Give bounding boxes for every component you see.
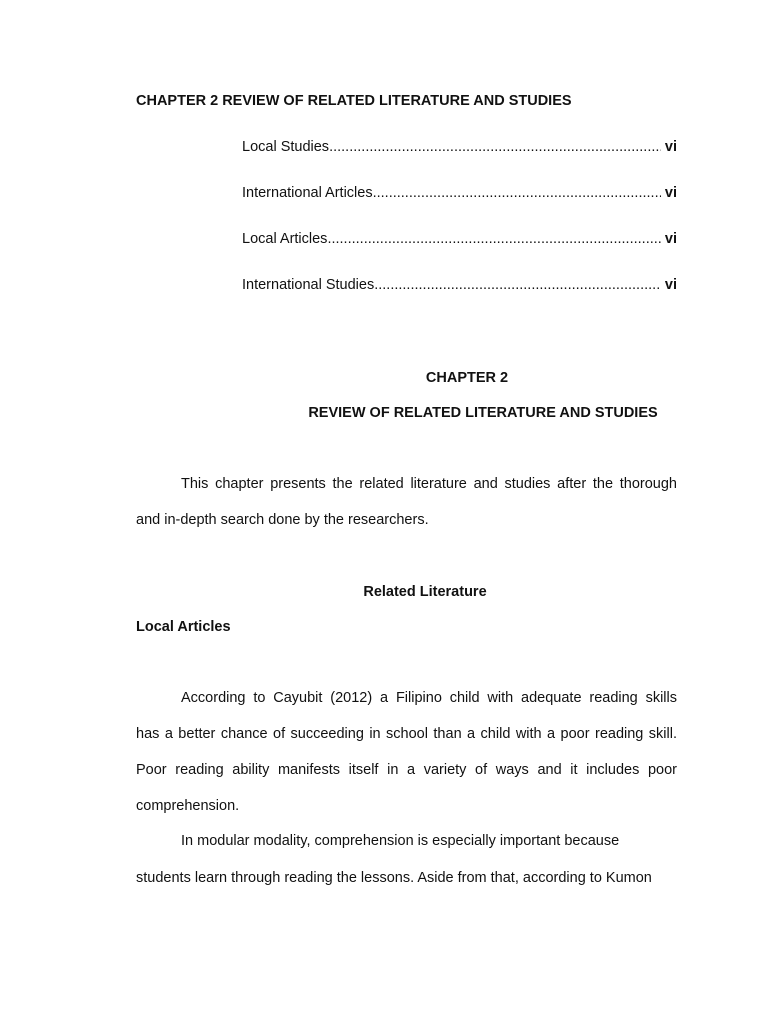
toc-leader-dots bbox=[329, 139, 661, 155]
toc-leader-dots bbox=[327, 231, 660, 247]
section-subheading: Local Articles bbox=[136, 619, 231, 635]
toc-entry-page: vi bbox=[664, 185, 677, 201]
para1-line-1: According to Cayubit (2012) a Filipino child with adequate reading skills bbox=[181, 690, 677, 706]
toc-entry-international-studies[interactable] bbox=[242, 277, 677, 293]
toc-leader-dots bbox=[373, 185, 661, 201]
toc-entry-page: vi bbox=[664, 231, 677, 247]
toc-leader-dots bbox=[374, 277, 661, 293]
toc-entry-page: vi bbox=[664, 277, 677, 293]
para1-line-3: Poor reading ability manifests itself in a variety of ways and it includes poor bbox=[136, 762, 677, 778]
toc-entry-local-studies[interactable] bbox=[242, 139, 677, 155]
toc-heading: CHAPTER 2 REVIEW OF RELATED LITERATURE AND STUDIES bbox=[136, 93, 572, 109]
toc-entry-label: Local Articles bbox=[242, 231, 328, 247]
para2-line-1: In modular modality, comprehension is especially important because bbox=[181, 833, 620, 849]
toc-entry-label: International Studies bbox=[242, 277, 375, 293]
toc-entry-label: International Articles bbox=[242, 185, 373, 201]
toc-entry-local-articles[interactable] bbox=[242, 231, 677, 247]
toc-entry-international-articles[interactable] bbox=[242, 185, 677, 201]
para1-line-2: has a better chance of succeeding in school than a child with a poor reading skill. bbox=[136, 726, 677, 742]
section-heading: Related Literature bbox=[363, 584, 487, 600]
para1-line-4: comprehension. bbox=[136, 798, 240, 814]
toc-entry-page: vi bbox=[664, 139, 677, 155]
intro-line-2: and in-depth search done by the researchers. bbox=[136, 512, 429, 528]
chapter-number: CHAPTER 2 bbox=[425, 370, 509, 386]
chapter-title: REVIEW OF RELATED LITERATURE AND STUDIES bbox=[308, 405, 658, 421]
toc-entry-label: Local Studies bbox=[242, 139, 330, 155]
intro-line-1: This chapter presents the related literature and studies after the thorough bbox=[181, 476, 677, 492]
para2-line-2: students learn through reading the lessons. Aside from that, according to Kumon bbox=[136, 870, 652, 886]
